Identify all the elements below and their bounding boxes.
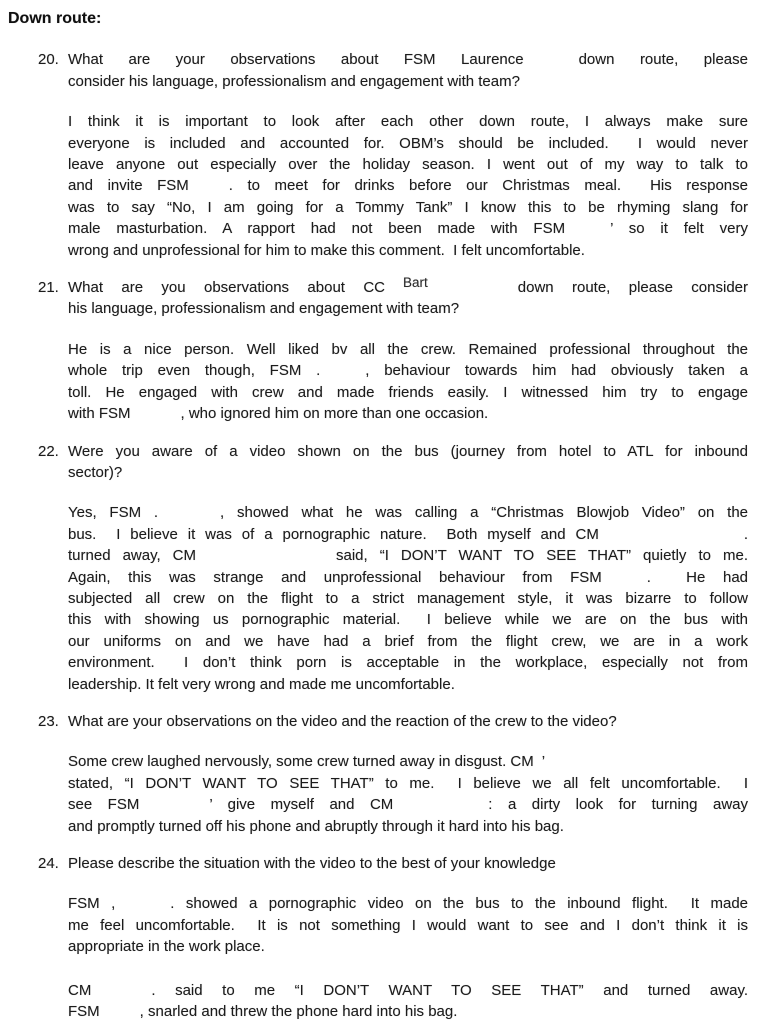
text-segment: leave anyone out especially over the holiday season. I went out of my way to talk to xyxy=(68,156,748,174)
text-line xyxy=(68,154,748,175)
text-line xyxy=(68,175,748,196)
text-line xyxy=(68,1001,748,1022)
question-text xyxy=(68,853,748,874)
answer-paragraph xyxy=(68,502,748,695)
text-segment: I think it is important to look after each other down route, I always make sure xyxy=(68,113,748,131)
text-segment: male masturbation. A rapport had not been made with FSM xyxy=(68,220,566,238)
redaction-gap xyxy=(599,538,744,539)
text-segment: and invite FSM xyxy=(68,177,189,195)
text-segment: ’ xyxy=(541,753,546,771)
redaction-gap xyxy=(115,907,170,908)
text-line xyxy=(68,567,748,588)
text-segment: What are your observations on the video and the reaction of the crew to the video? xyxy=(68,712,617,730)
answer-paragraph xyxy=(68,339,748,425)
text-segment: me feel uncomfortable. It is not something I would want to see and I don’t think it is xyxy=(68,916,748,934)
text-line xyxy=(68,893,748,914)
redaction-gap xyxy=(385,291,403,292)
text-line xyxy=(68,794,748,815)
question-text xyxy=(68,277,748,320)
text-segment: . He had xyxy=(646,568,749,586)
section-header: Down route: xyxy=(8,10,102,27)
text-segment: toll. He engaged with crew and made friends easily. I witnessed him try to engage xyxy=(68,383,748,401)
text-line xyxy=(68,936,748,957)
text-segment: environment. I don’t think porn is acceptable in the workplace, especially not from xyxy=(68,654,748,672)
redaction-gap xyxy=(524,63,579,64)
text-line xyxy=(68,197,748,218)
text-segment: Some crew laughed nervously, some crew turned away in disgust. CM xyxy=(68,753,534,771)
redaction-gap xyxy=(534,765,542,766)
redaction-gap xyxy=(100,1015,140,1016)
text-line xyxy=(68,240,748,261)
question-number: 21. xyxy=(38,279,59,297)
text-line xyxy=(68,545,748,566)
text-line xyxy=(68,915,748,936)
text-segment: with FSM xyxy=(68,405,131,423)
text-segment: CM xyxy=(68,981,92,999)
text-segment: , snarled and threw the phone hard into his bag. xyxy=(139,1003,458,1021)
text-line xyxy=(68,441,748,462)
redaction-gap xyxy=(91,994,151,995)
text-segment: see FSM xyxy=(68,796,140,814)
text-line xyxy=(68,133,748,154)
answer-paragraph xyxy=(68,751,748,837)
text-segment: . showed a pornographic video on the bus to the inbound flight. It made xyxy=(170,895,749,913)
text-segment: ’ so it felt very xyxy=(610,220,748,238)
text-segment: FSM xyxy=(68,1003,100,1021)
text-line xyxy=(68,711,748,732)
text-line xyxy=(68,609,748,630)
text-segment: sector)? xyxy=(68,463,123,481)
text-line xyxy=(68,111,748,132)
inserted-name-annotation: Bart xyxy=(403,275,428,291)
text-line xyxy=(68,980,748,1001)
text-segment: , showed what he was calling a “Christmas Blowjob Video” on the xyxy=(220,504,748,522)
redaction-gap xyxy=(158,516,220,517)
redaction-gap xyxy=(320,374,365,375)
text-line xyxy=(68,339,748,360)
text-segment: . said to me “I DON’T WANT TO SEE THAT” and turned away. xyxy=(151,981,748,999)
text-line xyxy=(68,773,748,794)
text-line xyxy=(68,652,748,673)
text-segment: wrong and unprofessional for him to make this comment. I felt uncomfortable. xyxy=(68,241,585,259)
question-text xyxy=(68,711,748,732)
text-line xyxy=(68,403,748,424)
text-segment: Again, this was strange and unprofessional behaviour from FSM xyxy=(68,568,602,586)
answer-paragraph xyxy=(68,980,748,1023)
text-segment: this with showing us pornographic material. I believe while we are on the bus with xyxy=(68,611,748,629)
text-segment: What are your observations about FSM Laurence xyxy=(68,51,524,69)
question-block-21 xyxy=(38,275,748,424)
question-number: 22. xyxy=(38,442,59,460)
text-segment: our uniforms on and we have had a brief from the flight crew, we are in a work xyxy=(68,632,748,650)
answer-paragraph xyxy=(68,111,748,261)
text-line xyxy=(68,218,748,239)
question-block-24 xyxy=(38,853,749,1022)
text-line xyxy=(68,462,748,483)
text-line xyxy=(68,816,748,837)
text-segment: leadership. It felt very wrong and made me uncomfortable. xyxy=(68,675,455,693)
text-line xyxy=(68,674,748,695)
redaction-gap xyxy=(393,808,488,809)
text-line xyxy=(68,360,748,381)
text-line xyxy=(68,502,748,523)
redaction-gap xyxy=(131,417,181,418)
question-block-23 xyxy=(38,711,748,837)
question-number: 24. xyxy=(38,855,59,872)
text-line xyxy=(68,853,748,874)
text-segment: appropriate in the work place. xyxy=(68,938,265,956)
redaction-gap xyxy=(196,559,336,560)
text-segment: , behaviour towards him had obviously taken a xyxy=(365,362,748,380)
text-segment: What are you observations about CC xyxy=(68,279,385,297)
text-segment: and promptly turned off his phone and abruptly through it hard into his bag. xyxy=(68,817,564,835)
text-line xyxy=(68,71,748,92)
text-segment: : a dirty look for turning away xyxy=(488,796,748,814)
text-line xyxy=(68,382,748,403)
text-segment: bus. I believe it was of a pornographic nature. Both myself and CM xyxy=(68,525,599,543)
redaction-gap xyxy=(428,291,518,292)
answer-paragraph xyxy=(68,893,748,957)
text-segment: his language, professionalism and engagement with team? xyxy=(68,300,460,318)
question-text xyxy=(68,441,748,484)
question-number: 20. xyxy=(38,51,59,69)
text-line xyxy=(68,49,748,70)
text-segment: down route, please xyxy=(578,51,748,69)
redaction-gap xyxy=(565,232,610,233)
text-line xyxy=(68,298,748,319)
question-list xyxy=(38,49,749,1022)
text-segment: Were you aware of a video shown on the bus (journey from hotel to ATL for inbound xyxy=(68,442,748,460)
text-segment: . xyxy=(743,525,748,543)
text-segment: everyone is included and accounted for. OBM’s should be included. I would never xyxy=(68,134,748,152)
question-text xyxy=(68,49,748,92)
text-segment: whole trip even though, FSM . xyxy=(68,362,321,380)
question-block-20 xyxy=(38,49,748,261)
text-segment: Yes, FSM . xyxy=(68,504,159,522)
text-segment: ’ give myself and CM xyxy=(209,796,394,814)
text-segment: consider his language, professionalism and engagement with team? xyxy=(68,72,520,90)
text-segment: . to meet for drinks before our Christmas meal. His response xyxy=(228,177,748,195)
text-segment: subjected all crew on the flight to a strict management style, it was bizarre to follow xyxy=(68,589,748,607)
text-segment: FSM , xyxy=(68,895,116,913)
text-segment: stated, “I DON’T WANT TO SEE THAT” to me. I believe we all felt uncomfortable. I xyxy=(68,774,748,792)
question-number: 23. xyxy=(38,712,59,730)
redaction-gap xyxy=(602,581,647,582)
text-line xyxy=(68,751,748,772)
text-line xyxy=(68,588,748,609)
redaction-gap xyxy=(139,808,209,809)
question-block-22 xyxy=(38,441,749,695)
text-segment: turned away, CM xyxy=(68,547,196,565)
text-segment: down route, please consider xyxy=(517,279,748,297)
text-segment: He is a nice person. Well liked bv all the crew. Remained professional throughout the xyxy=(68,340,748,358)
redaction-gap xyxy=(189,189,229,190)
text-segment: , who ignored him on more than one occasion. xyxy=(180,405,489,423)
text-segment: said, “I DON’T WANT TO SEE THAT” quietly to me. xyxy=(336,547,748,565)
text-line xyxy=(68,277,748,298)
text-line xyxy=(68,631,748,652)
text-segment: Please describe the situation with the video to the best of your knowledge xyxy=(68,855,556,872)
text-segment: was to say “No, I am going for a Tommy Tank” I know this to be rhyming slang for xyxy=(68,198,748,216)
text-line xyxy=(68,524,748,545)
